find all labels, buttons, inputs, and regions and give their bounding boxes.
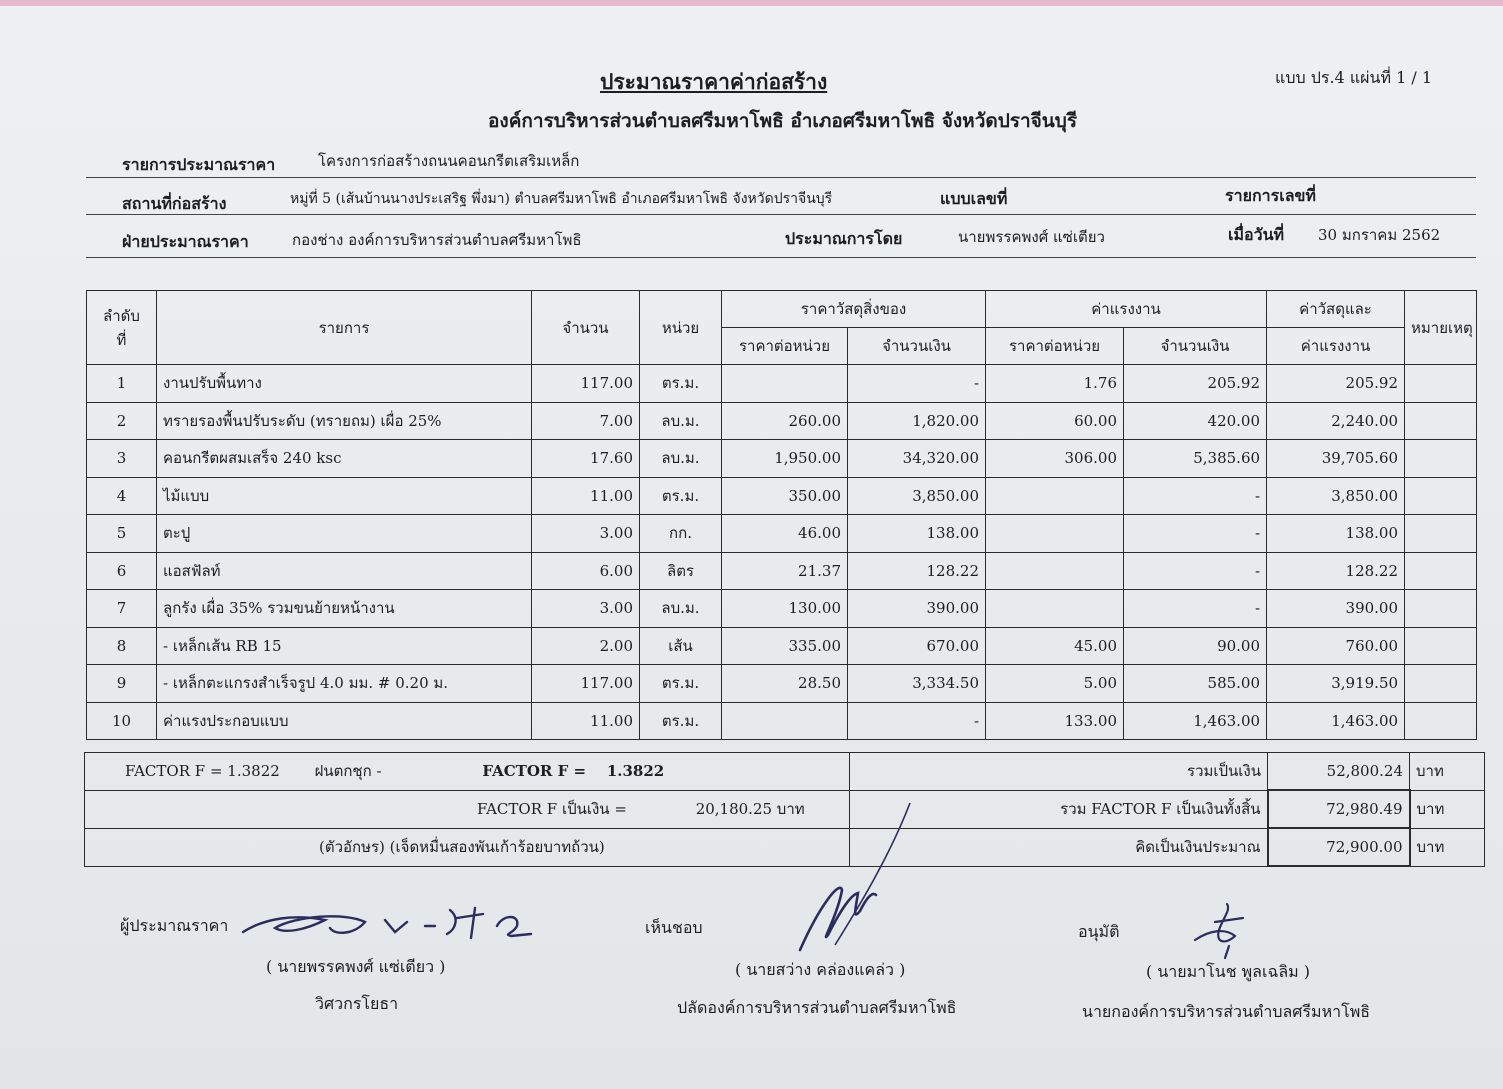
- row-remark: [1405, 515, 1477, 553]
- row-labor-price: 306.00: [986, 440, 1124, 478]
- organization-line: องค์การบริหารส่วนตำบลศรีมหาโพธิ อำเภอศรีมหาโพธิ จังหวัดปราจีนบุรี: [488, 110, 1078, 132]
- row-remark: [1405, 552, 1477, 590]
- factor-money-value: 20,180.25 บาท: [695, 800, 805, 818]
- row-material-price: 335.00: [722, 627, 848, 665]
- row-no: 1: [87, 365, 157, 403]
- date-label: เมื่อวันที่: [1228, 225, 1285, 244]
- row-remark: [1405, 702, 1477, 740]
- row-material-amount: 3,850.00: [848, 477, 986, 515]
- header-labor-amount: จำนวนเงิน: [1124, 328, 1267, 365]
- estimator-value: นายพรรคพงศ์ แซ่เตียว: [958, 228, 1105, 246]
- row-material-price: 260.00: [722, 402, 848, 440]
- factor-money-label: FACTOR F เป็นเงิน =: [477, 800, 627, 818]
- page-edge: [0, 0, 1503, 6]
- estimate-table: [86, 290, 1477, 740]
- project-label: รายการประมาณราคา: [122, 155, 276, 174]
- row-labor-amount: 1,463.00: [1124, 702, 1267, 740]
- sum-value: 52,800.24: [1268, 753, 1410, 791]
- row-qty: 6.00: [532, 552, 640, 590]
- row-labor-amount: 5,385.60: [1124, 440, 1267, 478]
- row-no: 4: [87, 477, 157, 515]
- row-remark: [1405, 665, 1477, 703]
- row-material-amount: -: [848, 365, 986, 403]
- authorize-sign-label: อนุมัติ: [1078, 922, 1120, 941]
- row-unit: ลบ.ม.: [640, 590, 722, 628]
- row-material-amount: 128.22: [848, 552, 986, 590]
- estimate-value: 72,900.00: [1268, 828, 1410, 866]
- row-total: 1,463.00: [1267, 702, 1405, 740]
- row-material-price: 350.00: [722, 477, 848, 515]
- site-label: สถานที่ก่อสร้าง: [122, 194, 227, 213]
- row-qty: 117.00: [532, 365, 640, 403]
- row-total: 138.00: [1267, 515, 1405, 553]
- row-labor-amount: -: [1124, 552, 1267, 590]
- approve-title: ปลัดองค์การบริหารส่วนตำบลศรีมหาโพธิ: [677, 998, 957, 1017]
- table-row: [87, 402, 1477, 440]
- row-item: - เหล็กเส้น RB 15: [157, 627, 532, 665]
- table-row: [87, 590, 1477, 628]
- factor-left: FACTOR F = 1.3822: [125, 762, 280, 781]
- table-row: [87, 552, 1477, 590]
- header-item: รายการ: [157, 291, 532, 365]
- row-labor-price: [986, 515, 1124, 553]
- row-unit: กก.: [640, 515, 722, 553]
- row-total: 3,850.00: [1267, 477, 1405, 515]
- department-label: ฝ่ายประมาณราคา: [122, 232, 249, 251]
- table-row: [87, 627, 1477, 665]
- sum-currency: บาท: [1410, 753, 1485, 791]
- row-item: คอนกรีตผสมเสร็จ 240 ksc: [157, 440, 532, 478]
- department-value: กองช่าง องค์การบริหารส่วนตำบลศรีมหาโพธิ: [292, 231, 582, 249]
- amount-in-words: (ตัวอักษร) (เจ็ดหมื่นสองพันเก้าร้อยบาทถ้วน): [319, 838, 605, 856]
- header-unit: หน่วย: [640, 291, 722, 365]
- plan-number-label: แบบเลขที่: [940, 189, 1008, 208]
- divider: [86, 257, 1476, 258]
- row-unit: ลิตร: [640, 552, 722, 590]
- row-total: 3,919.50: [1267, 665, 1405, 703]
- authorize-signature: [1185, 900, 1265, 960]
- header-labor-unit-price: ราคาต่อหน่วย: [986, 328, 1124, 365]
- row-labor-price: [986, 590, 1124, 628]
- row-item: ทรายรองพื้นปรับระดับ (ทรายถม) เผื่อ 25%: [157, 402, 532, 440]
- estimator-title: วิศวกรโยธา: [315, 994, 399, 1013]
- row-no: 9: [87, 665, 157, 703]
- row-qty: 11.00: [532, 477, 640, 515]
- row-remark: [1405, 365, 1477, 403]
- table-row: [87, 477, 1477, 515]
- row-item: ค่าแรงประกอบแบบ: [157, 702, 532, 740]
- row-qty: 2.00: [532, 627, 640, 665]
- in-words-cell: [85, 828, 850, 866]
- row-total: 390.00: [1267, 590, 1405, 628]
- item-number-label: รายการเลขที่: [1225, 186, 1316, 205]
- table-row: [87, 515, 1477, 553]
- approve-name: ( นายสว่าง คล่องแคล่ว ): [735, 960, 906, 979]
- row-no: 3: [87, 440, 157, 478]
- row-qty: 3.00: [532, 590, 640, 628]
- row-labor-price: 1.76: [986, 365, 1124, 403]
- total-factor-label: รวม FACTOR F เป็นเงินทั้งสิ้น: [850, 790, 1268, 828]
- header-total-group: ค่าวัสดุและ: [1267, 291, 1405, 328]
- factor-money-cell: [85, 790, 850, 828]
- row-remark: [1405, 627, 1477, 665]
- row-unit: ลบ.ม.: [640, 402, 722, 440]
- sum-label: รวมเป็นเงิน: [850, 753, 1268, 791]
- row-labor-amount: -: [1124, 515, 1267, 553]
- factor-bold-label: FACTOR F =: [482, 762, 587, 781]
- table-row: [87, 665, 1477, 703]
- estimator-sign-label: ผู้ประมาณราคา: [120, 916, 229, 935]
- row-material-price: 1,950.00: [722, 440, 848, 478]
- row-no: 7: [87, 590, 157, 628]
- approve-signature: [780, 795, 930, 955]
- divider: [86, 177, 1476, 178]
- row-labor-amount: -: [1124, 477, 1267, 515]
- row-material-price: 21.37: [722, 552, 848, 590]
- row-total: 2,240.00: [1267, 402, 1405, 440]
- header-no: ลำดับ ที่: [87, 291, 157, 365]
- divider: [86, 214, 1476, 215]
- total-factor-currency: บาท: [1410, 790, 1485, 828]
- factor-bold-value: 1.3822: [606, 762, 665, 781]
- form-number: แบบ ปร.4 แผ่นที่ 1 / 1: [1275, 68, 1432, 87]
- approve-sign-label: เห็นชอบ: [645, 918, 703, 937]
- row-material-amount: 138.00: [848, 515, 986, 553]
- date-value: 30 มกราคม 2562: [1318, 226, 1441, 244]
- authorize-title: นายกองค์การบริหารส่วนตำบลศรีมหาโพธิ: [1082, 1002, 1371, 1021]
- row-material-amount: 670.00: [848, 627, 986, 665]
- row-item: ไม้แบบ: [157, 477, 532, 515]
- row-total: 39,705.60: [1267, 440, 1405, 478]
- row-item: ลูกรัง เผื่อ 35% รวมขนย้ายหน้างาน: [157, 590, 532, 628]
- row-no: 5: [87, 515, 157, 553]
- row-total: 205.92: [1267, 365, 1405, 403]
- row-no: 6: [87, 552, 157, 590]
- row-qty: 3.00: [532, 515, 640, 553]
- row-total: 760.00: [1267, 627, 1405, 665]
- row-material-price: 130.00: [722, 590, 848, 628]
- row-labor-price: 60.00: [986, 402, 1124, 440]
- estimate-label: คิดเป็นเงินประมาณ: [850, 828, 1268, 866]
- row-no: 8: [87, 627, 157, 665]
- estimator-name: ( นายพรรคพงศ์ แซ่เตียว ): [266, 957, 446, 976]
- rain-factor: ฝนตกชุก -: [314, 762, 382, 781]
- row-item: แอสฟัลท์: [157, 552, 532, 590]
- factor-cell: [85, 753, 850, 791]
- row-unit: ตร.ม.: [640, 477, 722, 515]
- total-factor-value: 72,980.49: [1268, 790, 1410, 828]
- site-value: หมู่ที่ 5 (เส้นบ้านนางประเสริฐ พึ่งมา) ตำบลศรีมหาโพธิ อำเภอศรีมหาโพธิ จังหวัดปราจีนบุรี: [290, 191, 833, 207]
- row-unit: ลบ.ม.: [640, 440, 722, 478]
- row-labor-price: 5.00: [986, 665, 1124, 703]
- project-value: โครงการก่อสร้างถนนคอนกรีตเสริมเหล็ก: [318, 152, 580, 170]
- row-material-price: [722, 365, 848, 403]
- estimate-currency: บาท: [1410, 828, 1485, 866]
- row-unit: ตร.ม.: [640, 665, 722, 703]
- header-material-unit-price: ราคาต่อหน่วย: [722, 328, 848, 365]
- document-title: ประมาณราคาค่าก่อสร้าง: [600, 69, 828, 94]
- estimator-label: ประมาณการโดย: [785, 229, 903, 248]
- row-labor-amount: 205.92: [1124, 365, 1267, 403]
- row-labor-amount: -: [1124, 590, 1267, 628]
- row-qty: 117.00: [532, 665, 640, 703]
- row-material-price: [722, 702, 848, 740]
- row-remark: [1405, 477, 1477, 515]
- row-material-amount: 1,820.00: [848, 402, 986, 440]
- row-labor-amount: 90.00: [1124, 627, 1267, 665]
- row-qty: 17.60: [532, 440, 640, 478]
- row-unit: เส้น: [640, 627, 722, 665]
- header-total-sub: ค่าแรงงาน: [1267, 328, 1405, 365]
- row-unit: ตร.ม.: [640, 365, 722, 403]
- row-material-amount: 34,320.00: [848, 440, 986, 478]
- row-labor-price: [986, 552, 1124, 590]
- row-labor-price: [986, 477, 1124, 515]
- row-total: 128.22: [1267, 552, 1405, 590]
- row-item: - เหล็กตะแกรงสำเร็จรูป 4.0 มม. # 0.20 ม.: [157, 665, 532, 703]
- row-material-amount: -: [848, 702, 986, 740]
- estimator-signature: [235, 900, 535, 950]
- row-remark: [1405, 402, 1477, 440]
- header-material-amount: จำนวนเงิน: [848, 328, 986, 365]
- row-labor-price: 45.00: [986, 627, 1124, 665]
- row-qty: 11.00: [532, 702, 640, 740]
- row-labor-amount: 420.00: [1124, 402, 1267, 440]
- row-material-amount: 390.00: [848, 590, 986, 628]
- row-remark: [1405, 590, 1477, 628]
- table-row: [87, 440, 1477, 478]
- row-qty: 7.00: [532, 402, 640, 440]
- row-material-price: 46.00: [722, 515, 848, 553]
- header-labor-group: ค่าแรงงาน: [986, 291, 1267, 328]
- header-material-group: ราคาวัสดุสิ่งของ: [722, 291, 986, 328]
- row-material-amount: 3,334.50: [848, 665, 986, 703]
- row-labor-amount: 585.00: [1124, 665, 1267, 703]
- row-item: ตะปู: [157, 515, 532, 553]
- row-material-price: 28.50: [722, 665, 848, 703]
- table-row: [87, 365, 1477, 403]
- summary-row-factor: [85, 753, 1485, 791]
- row-no: 2: [87, 402, 157, 440]
- row-labor-price: 133.00: [986, 702, 1124, 740]
- header-quantity: จำนวน: [532, 291, 640, 365]
- authorize-name: ( นายมาโนช พูลเฉลิม ): [1146, 962, 1311, 981]
- header-remark: หมายเหตุ: [1405, 291, 1477, 365]
- row-remark: [1405, 440, 1477, 478]
- row-unit: ตร.ม.: [640, 702, 722, 740]
- row-no: 10: [87, 702, 157, 740]
- table-row: [87, 702, 1477, 740]
- row-item: งานปรับพื้นทาง: [157, 365, 532, 403]
